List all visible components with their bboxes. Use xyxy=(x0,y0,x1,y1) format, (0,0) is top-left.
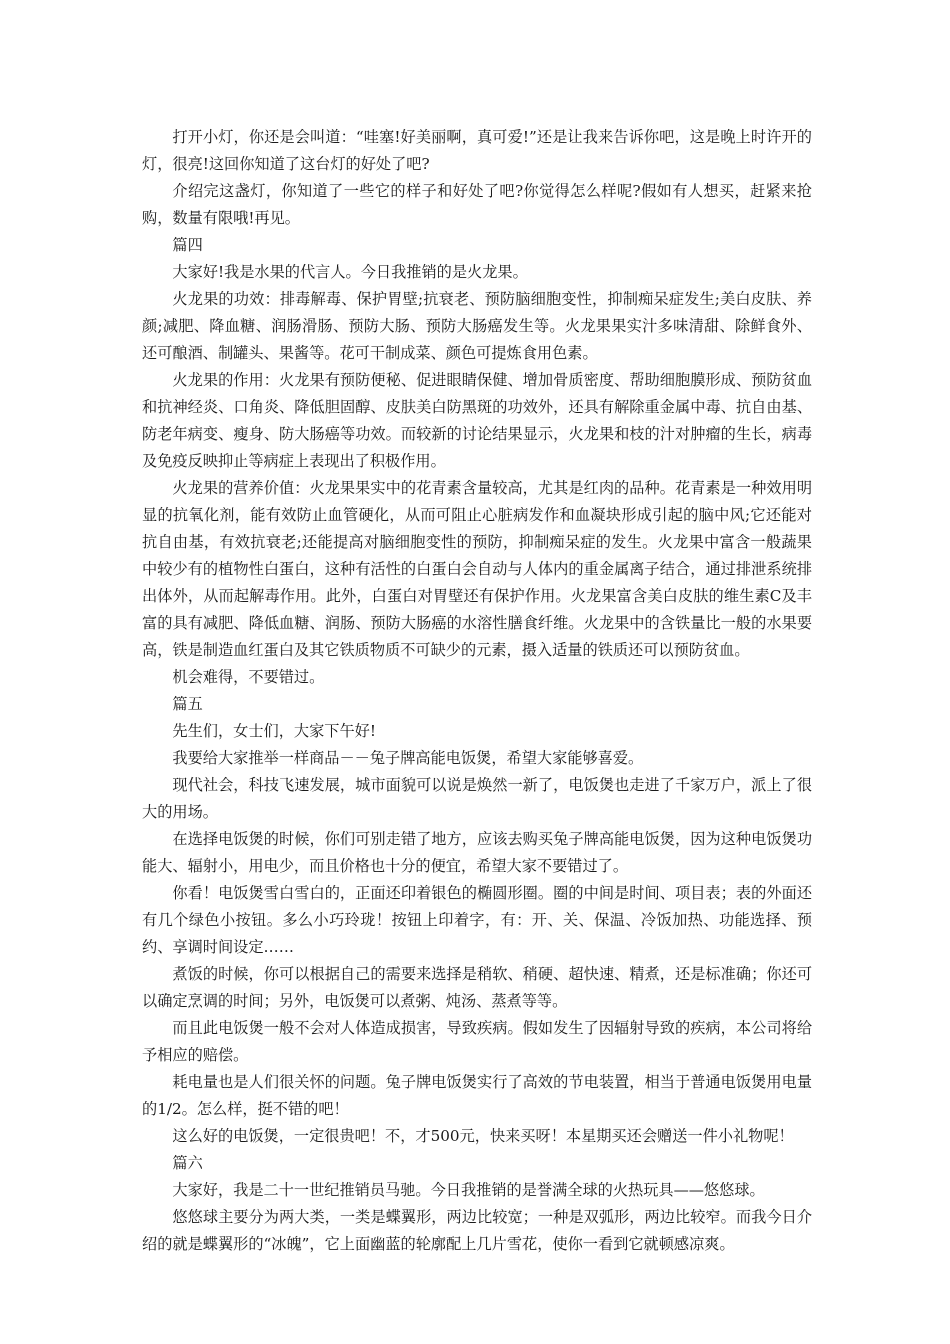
paragraph: 火龙果的功效：排毒解毒、保护胃壁;抗衰老、预防脑细胞变性，抑制痴呆症发生;美白皮肤、养颜;减肥、降血糖、润肠滑肠、预防大肠、预防大肠癌发生等。火龙果果实汁多味清甜、除鲜食外、还可酿酒、制罐头、果酱等。花可干制成菜、颜色可提炼食用色素。 xyxy=(142,290,812,362)
paragraph: 而且此电饭煲一般不会对人体造成损害，导致疾病。假如发生了因辐射导致的疾病，本公司将给予相应的赔偿。 xyxy=(142,1019,812,1064)
section-heading: 篇四 xyxy=(172,236,203,254)
paragraph: 现代社会，科技飞速发展，城市面貌可以说是焕然一新了，电饭煲也走进了千家万户，派上了很大的用场。 xyxy=(142,776,812,821)
paragraph: 悠悠球主要分为两大类，一类是蝶翼形，两边比较宽；一种是双弧形，两边比较窄。而我今日介绍的就是蝶翼形的“冰魄”，它上面幽蓝的轮廓配上几片雪花，使你一看到它就顿感凉爽。 xyxy=(142,1208,812,1253)
paragraph: 大家好，我是二十一世纪推销员马驰。今日我推销的是誉满全球的火热玩具——悠悠球。 xyxy=(172,1181,765,1199)
section-heading: 篇五 xyxy=(172,695,203,713)
document-body xyxy=(142,124,812,1258)
paragraph: 大家好!我是水果的代言人。今日我推销的是火龙果。 xyxy=(172,263,528,281)
paragraph: 介绍完这盏灯，你知道了一些它的样子和好处了吧?你觉得怎么样呢?假如有人想买，赶紧来抢购，数量有限哦!再见。 xyxy=(142,182,812,227)
paragraph: 煮饭的时候，你可以根据自己的需要来选择是稍软、稍硬、超快速、精煮，还是标准确；你还可以确定烹调的时间；另外，电饭煲可以煮粥、炖汤、蒸煮等等。 xyxy=(142,965,812,1010)
paragraph: 在选择电饭煲的时候，你们可别走错了地方，应该去购买兔子牌高能电饭煲，因为这种电饭煲功能大、辐射小，用电少，而且价格也十分的便宜，希望大家不要错过了。 xyxy=(142,830,812,875)
paragraph: 火龙果的作用：火龙果有预防便秘、促进眼睛保健、增加骨质密度、帮助细胞膜形成、预防贫血和抗神经炎、口角炎、降低胆固醇、皮肤美白防黑斑的功效外，还具有解除重金属中毒、抗自由基、防老年病变、瘦身、防大肠癌等功效。而较新的讨论结果显示，火龙果和枝的汁对肿瘤的生长，病毒及免疫反映抑止等病症上表现出了积极作用。 xyxy=(142,371,812,470)
paragraph: 先生们，女士们，大家下午好! xyxy=(172,722,376,740)
paragraph: 火龙果的营养价值：火龙果果实中的花青素含量较高，尤其是红肉的品种。花青素是一种效用明显的抗氧化剂，能有效防止血管硬化，从而可阻止心脏病发作和血凝块形成引起的脑中风;它还能对抗自由基，有效抗衰老;还能提高对脑细胞变性的预防，抑制痴呆症的发生。火龙果中富含一般蔬果中较少有的植物性白蛋白，这种有活性的白蛋白会自动与人体内的重金属离子结合，通过排泄系统排出体外，从而起解毒作用。此外，白蛋白对胃壁还有保护作用。火龙果富含美白皮肤的维生素C及丰富的具有减肥、降低血糖、润肠、预防大肠癌的水溶性膳食纤维。火龙果中的含铁量比一般的水果要高，铁是制造血红蛋白及其它铁质物质不可缺少的元素，摄入适量的铁质还可以预防贫血。 xyxy=(142,479,812,659)
section-heading: 篇六 xyxy=(172,1154,203,1172)
paragraph: 这么好的电饭煲，一定很贵吧！不，才500元，快来买呀！本星期买还会赠送一件小礼物呢！ xyxy=(172,1127,794,1145)
paragraph: 你看！电饭煲雪白雪白的，正面还印着银色的椭圆形圈。圈的中间是时间、项目表；表的外面还有几个绿色小按钮。多么小巧玲珑！按钮上印着字，有：开、关、保温、冷饭加热、功能选择、预约、享调时间设定…… xyxy=(142,884,812,956)
paragraph: 打开小灯，你还是会叫道：“哇塞!好美丽啊，真可爱!”还是让我来告诉你吧，这是晚上时许开的灯，很亮!这回你知道了这台灯的好处了吧? xyxy=(142,128,812,173)
paragraph: 耗电量也是人们很关怀的问题。兔子牌电饭煲实行了高效的节电装置，相当于普通电饭煲用电量的1/2。怎么样，挺不错的吧！ xyxy=(142,1073,812,1118)
paragraph: 机会难得，不要错过。 xyxy=(172,668,325,686)
paragraph: 我要给大家推举一样商品－－兔子牌高能电饭煲，希望大家能够喜爱。 xyxy=(172,749,644,767)
